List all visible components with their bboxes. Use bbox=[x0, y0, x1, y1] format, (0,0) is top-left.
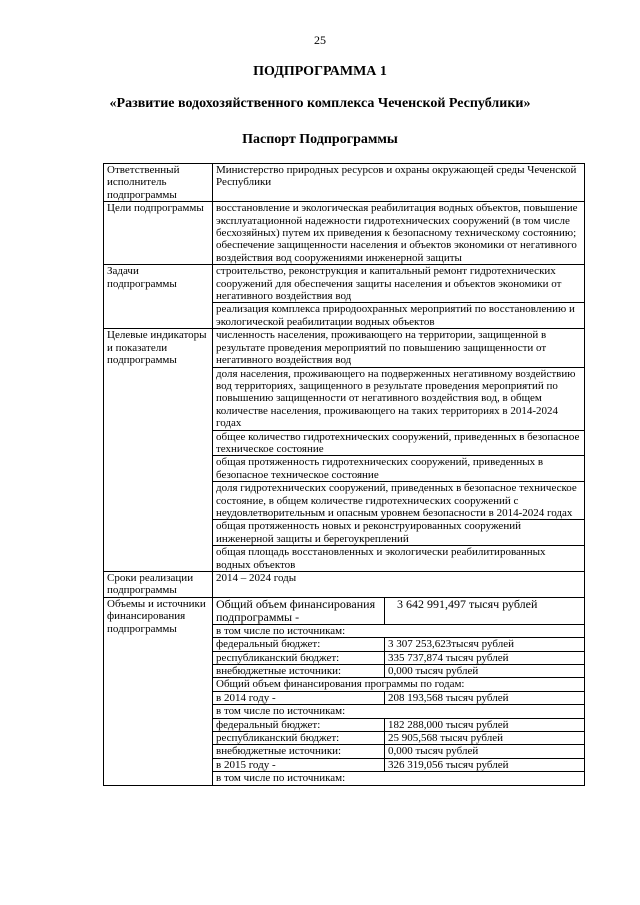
sources-label: в том числе по источникам: bbox=[213, 772, 584, 785]
row-tasks bbox=[104, 265, 585, 329]
row-label: Задачи подпрограммы bbox=[104, 265, 213, 329]
row-label: Объемы и источники финансирования подпрограммы bbox=[104, 597, 213, 785]
row-value: 2014 – 2024 годы bbox=[213, 572, 585, 598]
section-title: Паспорт Подпрограммы bbox=[242, 132, 398, 147]
funding-sources-header bbox=[213, 624, 584, 637]
funding-total-label: Общий объем финансирования подпрограммы - bbox=[213, 598, 385, 625]
row-value: Министерство природных ресурсов и охраны окружающей среды Чеченской Республики bbox=[213, 164, 585, 202]
source-value: 0,000 тысяч рублей bbox=[385, 745, 585, 758]
funding-source-row bbox=[213, 651, 584, 664]
funding-source-row bbox=[213, 665, 584, 678]
funding-total-value: 3 642 991,497 тысяч рублей bbox=[385, 598, 585, 625]
page-number: 25 bbox=[314, 33, 326, 47]
funding-source-row bbox=[213, 638, 584, 651]
source-label: республиканский бюджет: bbox=[213, 732, 385, 745]
source-value: 25 905,568 тысяч рублей bbox=[385, 732, 585, 745]
funding-year-row bbox=[213, 691, 584, 704]
year-label: в 2014 году - bbox=[213, 691, 385, 704]
indicator-item: доля гидротехнических сооружений, приведенных в безопасное техническое состояние, в общем количестве гидротехнических сооружений с неудовлетворительным и опасным уровнем безопасности в 2014-2024 годах bbox=[213, 481, 584, 519]
source-value: 3 307 253,623тысяч рублей bbox=[385, 638, 585, 651]
sources-label: в том числе по источникам: bbox=[213, 705, 584, 718]
row-label: Целевые индикаторы и показатели подпрограммы bbox=[104, 329, 213, 572]
task-item: реализация комплекса природоохранных мероприятий по восстановлению и экологической реабилитации водных объектов bbox=[213, 302, 584, 328]
sources-label: в том числе по источникам: bbox=[213, 624, 584, 637]
year-label: в 2015 году - bbox=[213, 758, 385, 771]
year-value: 326 319,056 тысяч рублей bbox=[385, 758, 585, 771]
row-label: Цели подпрограммы bbox=[104, 202, 213, 265]
source-label: внебюджетные источники: bbox=[213, 665, 385, 678]
funding-sources-header bbox=[213, 772, 584, 785]
indicator-item: численность населения, проживающего на территории, защищенной в результате проведения мероприятий по повышению защищенности от негативного воздействия вод bbox=[216, 329, 547, 367]
indicator-item: общая протяженность новых и реконструированных сооружений инженерной защиты и берегоукреплений bbox=[213, 519, 584, 545]
source-label: федеральный бюджет: bbox=[213, 638, 385, 651]
task-item: строительство, реконструкция и капитальный ремонт гидротехнических сооружений для обеспечения защиты населения и объектов экономики от негативного воздействия вод bbox=[216, 265, 562, 303]
row-label: Ответственный исполнитель подпрограммы bbox=[104, 164, 213, 202]
indicator-item: общее количество гидротехнических сооружений, приведенных в безопасное техническое состояние bbox=[213, 430, 584, 456]
indicator-item: общая протяженность гидротехнических сооружений, приведенных в безопасное техническое состояние bbox=[213, 455, 584, 481]
source-label: внебюджетные источники: bbox=[213, 745, 385, 758]
by-years-label: Общий объем финансирования программы по годам: bbox=[213, 678, 584, 691]
row-funding bbox=[104, 597, 585, 785]
row-responsible bbox=[104, 164, 585, 202]
row-label: Сроки реализации подпрограммы bbox=[104, 572, 213, 598]
source-value: 335 737,874 тысяч рублей bbox=[385, 651, 585, 664]
year-value: 208 193,568 тысяч рублей bbox=[385, 691, 585, 704]
indicator-item: общая площадь восстановленных и экологически реабилитированных водных объектов bbox=[213, 545, 584, 571]
funding-sources-header bbox=[213, 705, 584, 718]
subprogram-title: ПОДПРОГРАММА 1 bbox=[253, 64, 387, 79]
funding-table bbox=[213, 598, 584, 785]
funding-by-years-header bbox=[213, 678, 584, 691]
source-label: федеральный бюджет: bbox=[213, 718, 385, 731]
passport-table bbox=[103, 163, 585, 786]
row-value: восстановление и экологическая реабилитация водных объектов, повышение эксплуатационной надежности гидротехнических сооружений (в том числе бесхозяйных) путем их приведения к безопасному техническому состоянию; обеспечение защищенности населения и объектов экономики от негативного воздействия вод сооружениями инженерной защиты bbox=[213, 202, 585, 265]
row-terms bbox=[104, 572, 585, 598]
row-indicators bbox=[104, 329, 585, 572]
funding-total-row bbox=[213, 598, 584, 625]
tasks-list bbox=[213, 265, 585, 329]
row-goals bbox=[104, 202, 585, 265]
funding-source-row bbox=[213, 718, 584, 731]
funding-source-row bbox=[213, 732, 584, 745]
source-label: республиканский бюджет: bbox=[213, 651, 385, 664]
subprogram-subtitle: «Развитие водохозяйственного комплекса Чеченской Республики» bbox=[109, 96, 531, 111]
source-value: 0,000 тысяч рублей bbox=[385, 665, 585, 678]
funding-year-row bbox=[213, 758, 584, 771]
funding-table-cell bbox=[213, 597, 585, 785]
funding-source-row bbox=[213, 745, 584, 758]
indicators-list bbox=[213, 329, 585, 572]
source-value: 182 288,000 тысяч рублей bbox=[385, 718, 585, 731]
indicator-item: доля населения, проживающего на подверженных негативному воздействию вод территориях, защищенного в результате проведения мероприятий по повышению защищенности от негативного воздействия вод, в общем количестве населения, проживающего на таких территориях в 2014-2024 годах bbox=[213, 367, 584, 430]
